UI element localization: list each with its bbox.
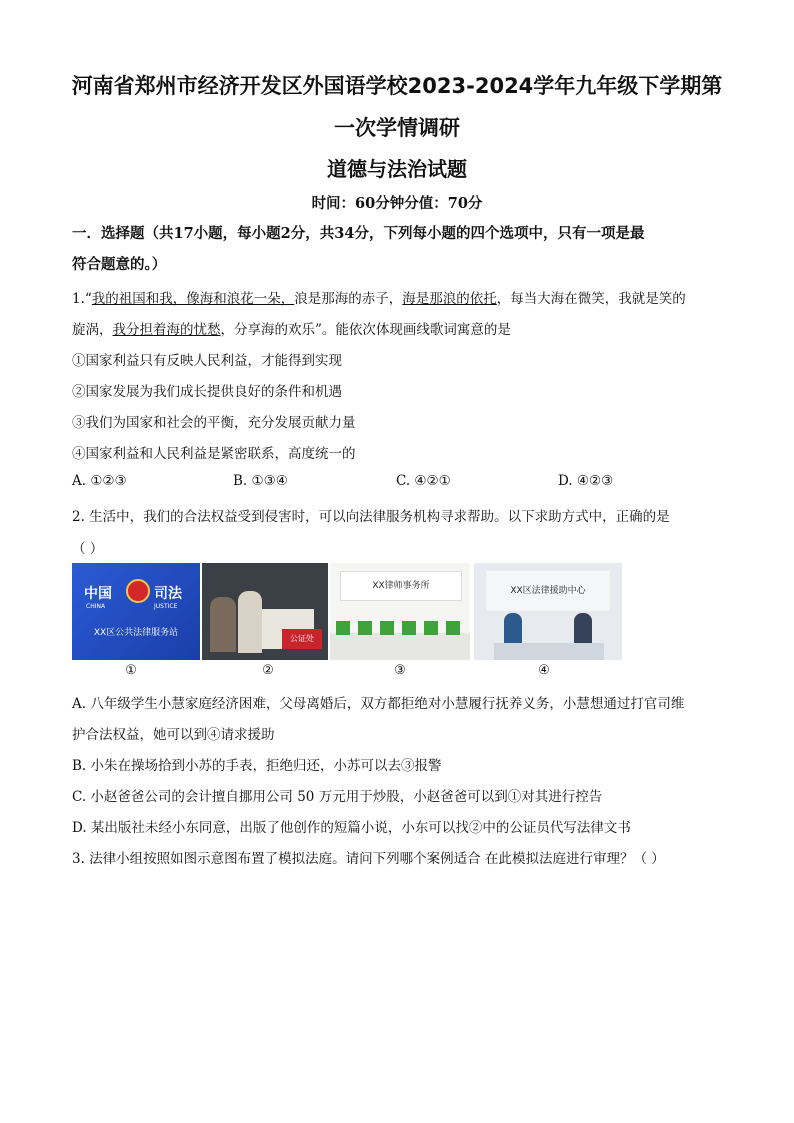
q1-mid-1: 浪是那海的赤子， (294, 291, 403, 307)
photo-caption-4: ④ (538, 663, 550, 678)
photo-caption-2: ② (262, 663, 274, 678)
q1-option-a[interactable]: A. ①②③ (72, 473, 127, 489)
photo1-sign: XX区公共法律服务站 (93, 628, 179, 638)
photo-notary-office (202, 563, 328, 660)
photo1-text-justice: 司法 (154, 586, 182, 602)
q2-photo-strip (72, 563, 622, 677)
q1-statement-3: ③我们为国家和社会的平衡，充分发展贡献力量 (72, 415, 356, 431)
photo3-plants (336, 621, 464, 635)
photo3-sign: XX律师事务所 (340, 571, 462, 601)
q1-underlined-1: 我的祖国和我，像海和浪花一朵， (91, 291, 295, 307)
q1-option-c[interactable]: C. ④②① (396, 473, 451, 489)
q2-option-b[interactable]: B. 小朱在操场拾到小苏的手表，拒绝归还，小苏可以去③报警 (72, 758, 442, 774)
q2-option-a-line2[interactable]: 护合法权益，她可以到④请求援助 (72, 727, 275, 743)
justice-emblem-icon (126, 579, 150, 603)
q1-underlined-3: 我分担着海的忧愁 (112, 322, 221, 338)
photo4-desk (494, 643, 604, 660)
q1-statement-1: ①国家利益只有反映人民利益，才能得到实现 (72, 353, 342, 369)
section-heading-line2: 符合题意的。） (72, 256, 167, 273)
q2-stem: 2. 生活中，我们的合法权益受到侵害时，可以向法律服务机构寻求帮助。以下求助方式中，正确的是 (72, 509, 670, 525)
photo4-sign: XX区法律援助中心 (486, 571, 610, 611)
q2-option-d[interactable]: D. 某出版社未经小东同意，出版了他创作的短篇小说，小东可以找②中的公证员代写法律文书 (72, 820, 631, 836)
q1-line2-start: 旋涡， (72, 322, 113, 338)
photo-law-firm (330, 563, 470, 660)
photo3-counter (330, 633, 470, 660)
q2-answer-blank: （ ） (72, 541, 104, 557)
q1-option-b[interactable]: B. ①③④ (233, 473, 288, 489)
q1-statement-4: ④国家利益和人民利益是紧密联系，高度统一的 (72, 446, 356, 462)
q2-option-c[interactable]: C. 小赵爸爸公司的会计擅自挪用公司 50 万元用于炒股，小赵爸爸可以到①对其进行控告 (72, 789, 603, 805)
section-heading-line1: 一．选择题（共17小题，每小题2分，共34分，下列每小题的四个选项中，只有一项是最 (72, 225, 645, 242)
q1-underlined-2: 海是那浪的依托 (402, 291, 497, 307)
q1-number: 1. (72, 291, 85, 307)
subject-title: 道德与法治试题 (327, 157, 467, 181)
photo1-text-justice-en: JUSTICE (154, 603, 178, 610)
photo4-person-1 (504, 613, 522, 647)
q1-stem-line1 (72, 287, 724, 307)
exam-title-line1: 河南省郑州市经济开发区外国语学校2023-2024学年九年级下学期第 (71, 74, 723, 98)
q3-stem: 3. 法律小组按照如图示意图布置了模拟法庭。请问下列哪个案例适合 在此模拟法庭进行审理？（ ） (72, 851, 665, 867)
q1-line2-end: ，分享海的欢乐”。能依次体现画线歌词寓意的是 (220, 322, 511, 338)
photo-caption-3: ③ (394, 663, 406, 678)
q1-mid-2: ，每当大海在微笑，我就是笑的 (496, 291, 686, 307)
photo-legal-service-station (72, 563, 200, 660)
q1-stem-line2 (72, 318, 724, 338)
q1-option-d[interactable]: D. ④②③ (558, 473, 614, 489)
q1-statement-2: ②国家发展为我们成长提供良好的条件和机遇 (72, 384, 342, 400)
photo-caption-1: ① (125, 663, 137, 678)
photo4-person-2 (574, 613, 592, 647)
photo2-person-1 (210, 597, 236, 652)
photo2-sign: 公证处 (282, 629, 322, 649)
q2-option-a-line1[interactable]: A. 八年级学生小慧家庭经济困难，父母离婚后，双方都拒绝对小慧履行抚养义务，小慧想通过打官司维 (72, 696, 685, 712)
photo1-text-china: 中国 (84, 586, 112, 602)
q1-open-quote: “ (84, 291, 92, 307)
photo1-text-china-en: CHINA (86, 603, 106, 610)
photo2-person-2 (238, 591, 262, 653)
photo-legal-aid-center (474, 563, 622, 660)
exam-title-line2: 一次学情调研 (334, 116, 460, 140)
time-score-info: 时间：60分钟分值：70分 (311, 195, 483, 212)
